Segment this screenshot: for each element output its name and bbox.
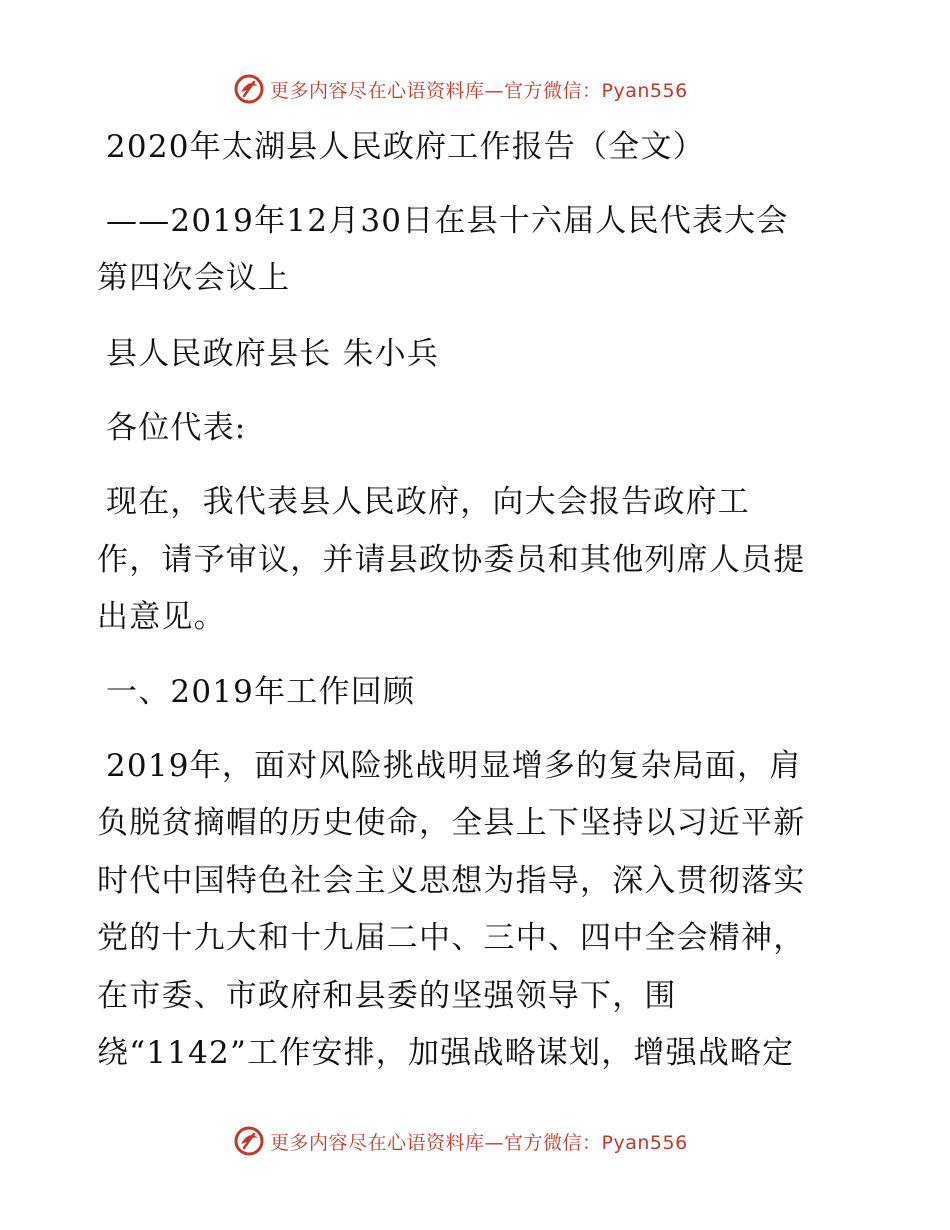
subtitle-line-2: 第四次会议上 <box>97 260 291 296</box>
body-line-1: 2019年，面对风险挑战明显增多的复杂局面，肩 <box>106 748 802 784</box>
intro-line-3: 出意见。 <box>97 599 226 635</box>
author-line: 县人民政府县长 朱小兵 <box>106 336 440 372</box>
section-heading: 一、2019年工作回顾 <box>106 674 416 710</box>
watermark-top <box>232 72 688 106</box>
salutation: 各位代表: <box>106 410 247 446</box>
intro-line-2: 作，请予审议，并请县政协委员和其他列席人员提 <box>97 542 806 578</box>
watermark-text: 更多内容尽在心语资料库—官方微信：Pyan556 <box>270 1131 688 1154</box>
body-line-4: 党的十九大和十九届二中、三中、四中全会精神， <box>97 920 806 956</box>
body-line-2: 负脱贫摘帽的历史使命，全县上下坚持以习近平新 <box>97 805 806 841</box>
intro-line-1: 现在，我代表县人民政府，向大会报告政府工 <box>106 484 750 520</box>
body-line-6: 绕“1142”工作安排，加强战略谋划，增强战略定 <box>97 1035 795 1071</box>
red-swirl-logo-icon <box>232 72 266 106</box>
document-title: 2020年太湖县人民政府工作报告（全文） <box>106 129 705 165</box>
watermark-bottom <box>232 1124 688 1158</box>
watermark-text: 更多内容尽在心语资料库—官方微信：Pyan556 <box>270 79 688 102</box>
subtitle-line-1: ——2019年12月30日在县十六届人民代表大会 <box>106 203 789 239</box>
body-line-3: 时代中国特色社会主义思想为指导，深入贯彻落实 <box>97 863 806 899</box>
body-line-5: 在市委、市政府和县委的坚强领导下，围 <box>97 978 677 1014</box>
red-swirl-logo-icon <box>232 1124 266 1158</box>
